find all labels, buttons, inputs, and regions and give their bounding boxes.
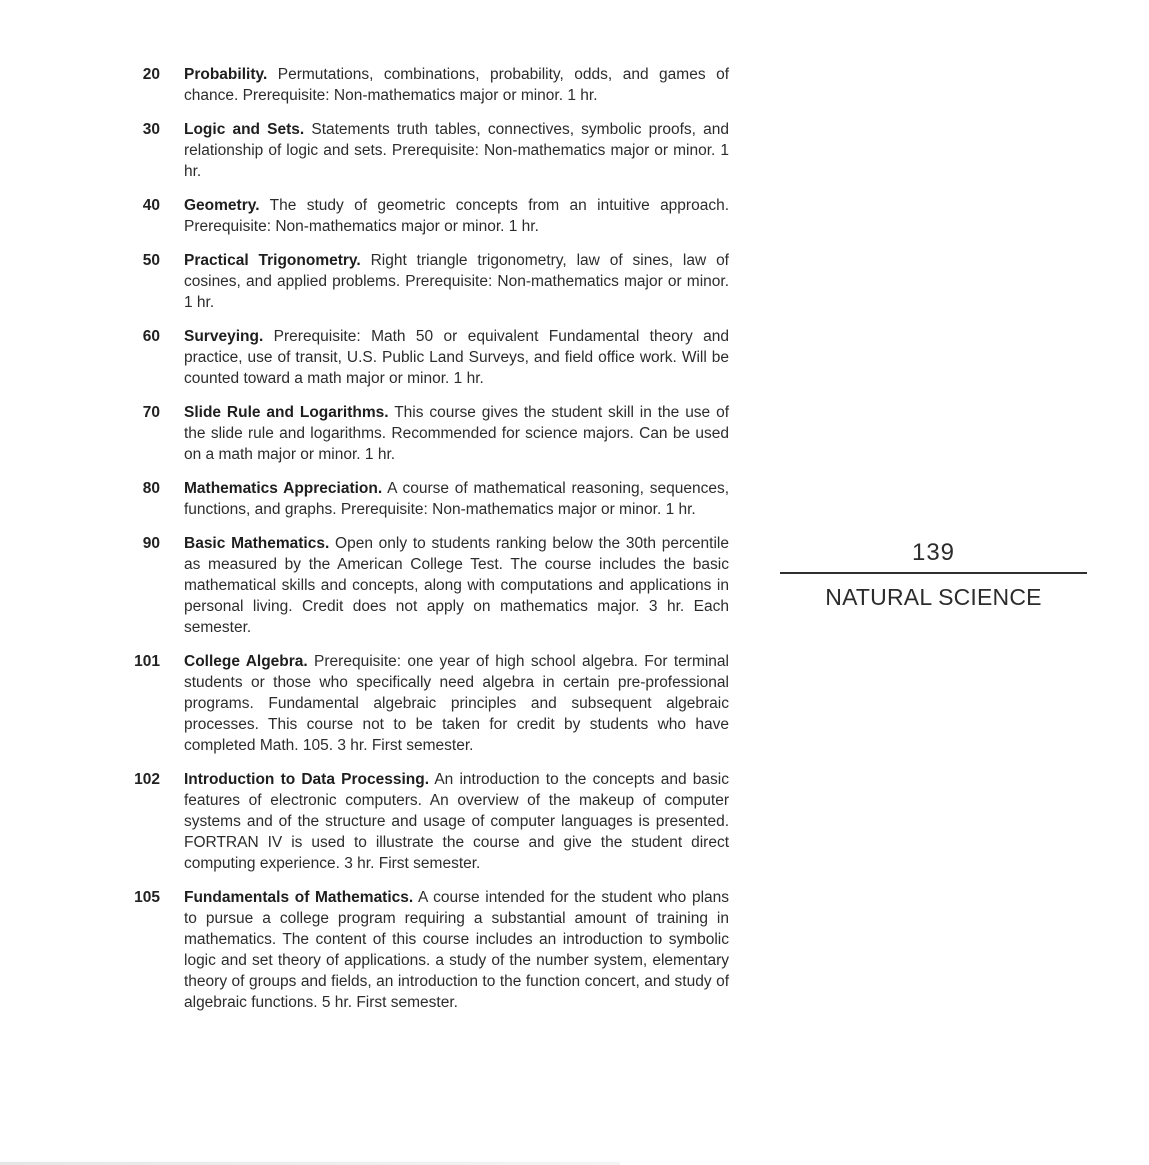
course-title: Logic and Sets.: [184, 121, 305, 138]
divider: [780, 572, 1087, 574]
course-title: Slide Rule and Logarithms.: [184, 404, 389, 421]
course-text: [184, 478, 729, 520]
course-text: [184, 651, 729, 756]
course-description: The study of geometric concepts from an intuitive approach. Prerequisite: Non-mathematics major or minor. 1 hr.: [184, 197, 730, 235]
course-title: Introduction to Data Processing.: [184, 771, 429, 788]
course-text: [184, 887, 729, 1013]
course-text: [184, 64, 729, 106]
course-number: 90: [142, 535, 160, 552]
course-entry: [0, 326, 760, 389]
page-sidebar: [780, 536, 1087, 611]
course-entry: [0, 119, 760, 182]
course-text: [184, 250, 729, 313]
course-title: College Algebra.: [184, 653, 308, 670]
course-entry: [0, 651, 760, 756]
course-text: [184, 326, 729, 389]
course-list: [0, 64, 760, 1026]
course-number: 40: [142, 197, 160, 214]
course-title: Basic Mathematics.: [184, 535, 330, 552]
section-title: NATURAL SCIENCE: [825, 584, 1042, 610]
course-text: [184, 119, 729, 182]
course-number: 101: [134, 653, 160, 670]
course-title: Probability.: [184, 66, 268, 83]
course-description: Right triangle trigonometry, law of sines, law of cosines, and applied problems. Prerequisite: Non-mathematics major or minor. 1 hr.: [184, 252, 729, 311]
course-description: Statements truth tables, connectives, symbolic proofs, and relationship of logic and sets. Prerequisite: Non-mathematics major or minor. 1 hr.: [184, 121, 729, 180]
course-entry: [0, 769, 760, 874]
course-description: Prerequisite: one year of high school algebra. For terminal students or those who specifically need algebra in certain pre-professional programs. Fundamental algebraic principles and subsequent algebraic processes. This course not to be taken for credit by students who have completed Math. 105. 3 hr. First semester.: [184, 653, 729, 754]
course-description: Permutations, combinations, probability, odds, and games of chance. Prerequisite: Non-mathematics major or minor. 1 hr.: [184, 66, 729, 104]
course-entry: [0, 195, 760, 237]
course-number: 20: [142, 66, 160, 83]
course-number: 80: [142, 480, 160, 497]
course-entry: [0, 887, 760, 1013]
course-title: Fundamentals of Mathematics.: [184, 889, 414, 906]
course-entry: [0, 478, 760, 520]
course-title: Geometry.: [184, 197, 260, 214]
course-text: [184, 195, 729, 237]
course-title: Mathematics Appreciation.: [184, 480, 383, 497]
course-entry: [0, 64, 760, 106]
course-number: 70: [142, 404, 160, 421]
course-number: 102: [134, 771, 160, 788]
course-description: A course of mathematical reasoning, sequences, functions, and graphs. Prerequisite: Non-mathematics major or minor. 1 hr.: [184, 480, 730, 518]
course-description: Prerequisite: Math 50 or equivalent Fundamental theory and practice, use of transit, U.S. Public Land Surveys, and field office work. Will be counted toward a math major or minor. 1 hr.: [184, 328, 730, 387]
course-text: [184, 769, 729, 874]
course-number: 60: [142, 328, 160, 345]
course-description: This course gives the student skill in the use of the slide rule and logarithms. Recommended for science majors. Can be used on a math major or minor. 1 hr.: [184, 404, 730, 463]
course-text: [184, 402, 729, 465]
course-entry: [0, 402, 760, 465]
course-description: Open only to students ranking below the 30th percentile as measured by the American College Test. The course includes the basic mathematical skills and concepts, along with computations and applications in personal living. Credit does not apply on mathematics major. 3 hr. Each semester.: [184, 535, 729, 636]
course-description: A course intended for the student who plans to pursue a college program requiring a substantial amount of training in mathematics. The content of this course includes an introduction to symbolic logic and set theory of applications. a study of the number system, elementary theory of groups and fields, an introduction to the function concert, and study of algebraic functions. 5 hr. First semester.: [184, 889, 729, 1011]
course-text: [184, 533, 729, 638]
course-number: 30: [142, 121, 160, 138]
course-title: Surveying.: [184, 328, 264, 345]
course-entry: [0, 533, 760, 638]
page-number: 139: [911, 539, 956, 566]
course-number: 50: [142, 252, 160, 269]
course-number: 105: [134, 889, 160, 906]
course-title: Practical Trigonometry.: [184, 252, 361, 269]
course-description: An introduction to the concepts and basic features of electronic computers. An overview of the makeup of computer systems and of the structure and usage of computer languages is presented. FORTRAN IV is used to illustrate the course and give the student direct computing experience. 3 hr. First semester.: [184, 771, 729, 872]
course-entry: [0, 250, 760, 313]
